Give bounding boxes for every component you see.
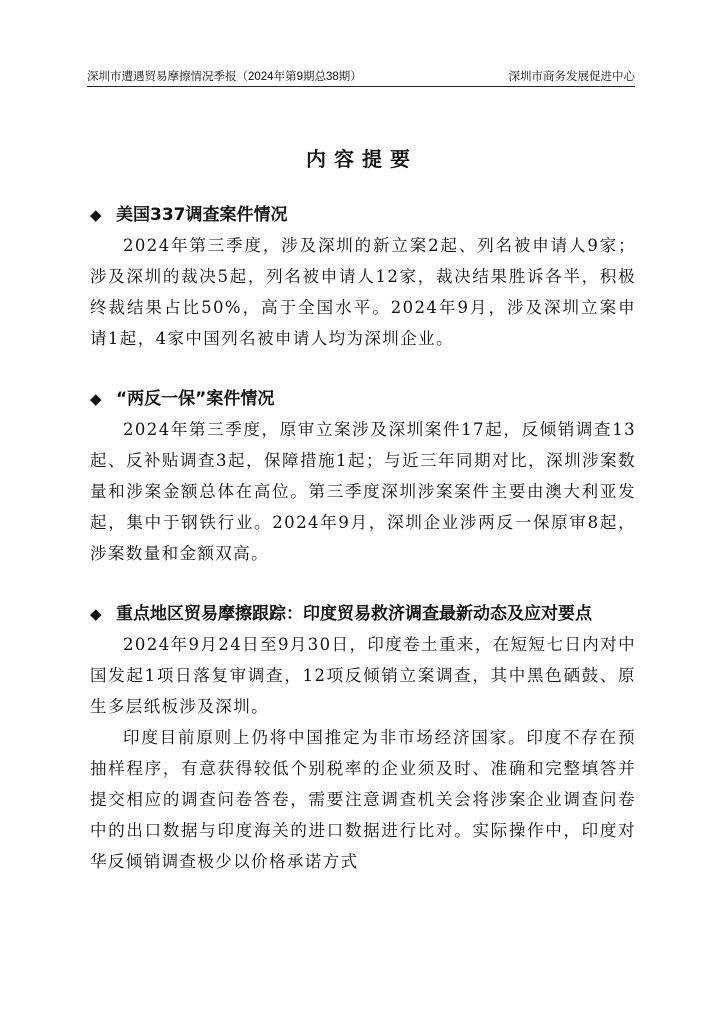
section-heading — [90, 599, 636, 629]
section-india-trade-remedy — [90, 599, 636, 877]
section-heading-text: 重点地区贸易摩擦跟踪：印度贸易救济调查最新动态及应对要点 — [116, 604, 592, 624]
section-us-337 — [90, 200, 636, 354]
diamond-bullet-icon: ◆ — [90, 206, 102, 224]
section-heading — [90, 384, 636, 414]
summary-content — [90, 200, 636, 907]
section-paragraph: 2024年9月24日至9月30日，印度卷土重来，在短短七日内对中国发起1项日落复审调查，12项反倾销立案调查，其中黑色硒鼓、原生多层纸板涉及深圳。 — [90, 635, 636, 716]
section-heading — [90, 200, 636, 230]
section-paragraph: 2024年第三季度，涉及深圳的新立案2起、列名被申请人9家；涉及深圳的裁决5起，列名被申请人12家，裁决结果胜诉各半，积极终裁结果占比50%，高于全国水平。2024年9月，涉及深圳立案申请1起，4家中国列名被申请人均为深圳企业。 — [90, 236, 636, 348]
section-paragraph: 2024年第三季度，原审立案涉及深圳案件17起，反倾销调查13起、反补贴调查3起，保障措施1起；与近三年同期对比，深圳涉案数量和涉案金额总体在高位。第三季度深圳涉案案件主要由澳大利亚发起，集中于钢铁行业。2024年9月，深圳企业涉两反一保原审8起，涉案数量和金额双高。 — [90, 420, 636, 563]
header-organization: 深圳市商务发展促进中心 — [508, 71, 635, 83]
diamond-bullet-icon: ◆ — [90, 390, 102, 408]
page-header — [87, 66, 635, 84]
section-heading-text: “两反一保”案件情况 — [116, 389, 275, 409]
section-two-anti-one-safeguard — [90, 384, 636, 569]
section-heading-text: 美国337调查案件情况 — [116, 205, 288, 225]
page-title: 内容提要 — [306, 147, 418, 171]
section-paragraph: 印度目前原则上仍将中国推定为非市场经济国家。印度不存在预抽样程序，有意获得较低个别税率的企业须及时、准确和完整填答并提交相应的调查问卷答卷，需要注意调查机关会将涉案企业调查问卷中的出口数据与印度海关的进口数据进行比对。实际操作中，印度对华反倾销调查极少以价格承诺方式 — [90, 728, 636, 871]
diamond-bullet-icon: ◆ — [90, 605, 102, 623]
header-report-title: 深圳市遭遇贸易摩擦情况季报（2024年第9期总38期） — [87, 71, 362, 83]
header-divider — [87, 86, 635, 87]
